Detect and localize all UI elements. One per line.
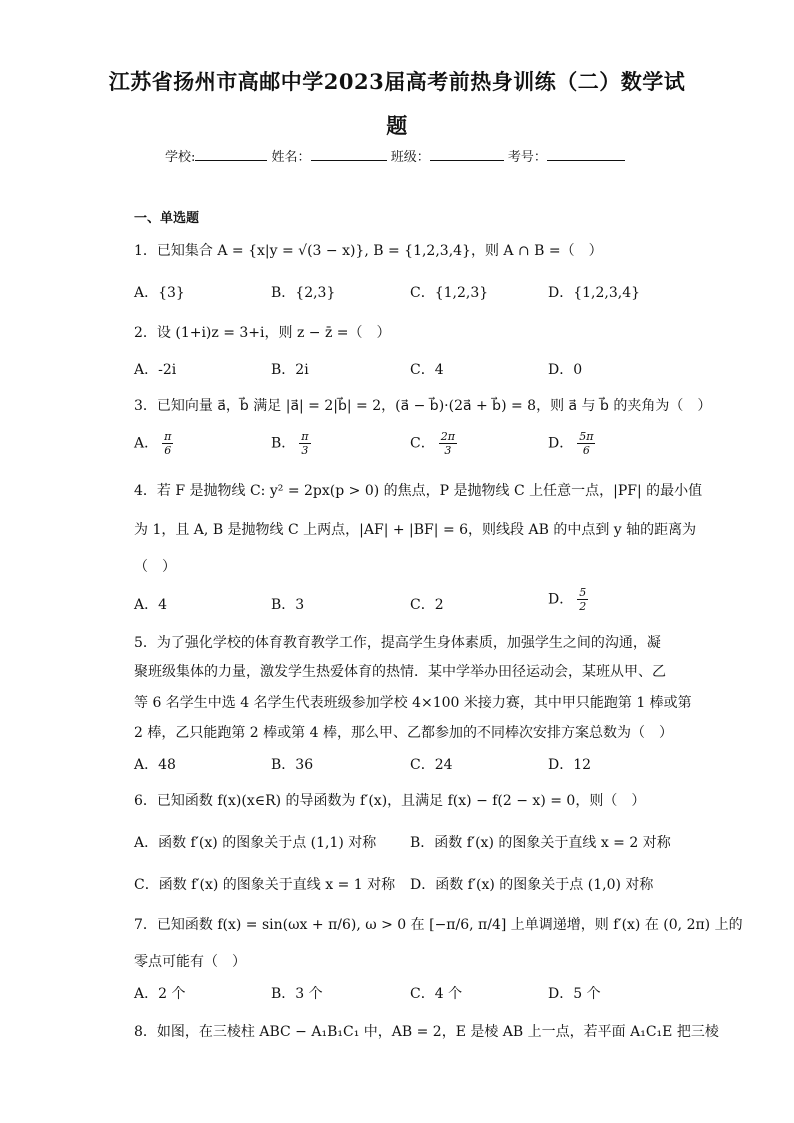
- q3-stem: 3．已知向量 a⃗，b⃗ 满足 |a⃗| = 2|b⃗| = 2，(a⃗ − b⃗)·(2a⃗ + b⃗) = 8，则 a⃗ 与 b⃗ 的夹角为（ ）: [134, 398, 712, 414]
- q1-option-a: A．{3}: [134, 285, 185, 301]
- school-label: 学校:: [165, 150, 196, 165]
- q7-line2: 零点可能有（ ）: [134, 954, 246, 970]
- class-blank[interactable]: [430, 148, 504, 161]
- q1-option-d: D．{1,2,3,4}: [548, 285, 641, 301]
- q5-option-a: A．48: [134, 757, 176, 773]
- q2-stem: 2．设 (1+i)z = 3+i，则 z − z̄ =（ ）: [134, 325, 391, 341]
- q2-option-c: C．4: [410, 362, 444, 378]
- school-blank[interactable]: [195, 148, 267, 161]
- class-label: 班级：: [390, 150, 430, 165]
- q2-option-d: D．0: [548, 362, 583, 378]
- q7-option-b: B．3 个: [271, 986, 323, 1002]
- q7-option-c: C．4 个: [410, 986, 463, 1002]
- exam-no-blank[interactable]: [547, 148, 625, 161]
- q4-option-d: D． $\frac{5}{2}$: [548, 586, 587, 613]
- q2-option-b: B．2i: [271, 362, 309, 378]
- q7-option-d: D．5 个: [548, 986, 601, 1002]
- q3-option-a: A． $\frac{\pi}{6}$: [134, 430, 172, 457]
- q5-option-d: D．12: [548, 757, 592, 773]
- q1-option-c: C．{1,2,3}: [410, 285, 489, 301]
- q4-option-b: B．3: [271, 597, 305, 613]
- q6-option-b: B．函数 f′(x) 的图象关于直线 x = 2 对称: [410, 835, 671, 851]
- section-heading: 一、单选题: [134, 211, 200, 226]
- q1-option-b: B．{2,3}: [271, 285, 336, 301]
- q3-option-b: B． $\frac{\pi}{3}$: [271, 430, 309, 457]
- q4-line3: （ ）: [134, 559, 176, 575]
- q7-option-a: A．2 个: [134, 986, 186, 1002]
- q1-stem: 1．已知集合 A = {x|y = √(3 − x)}, B = {1,2,3,4}，则 A ∩ B =（ ）: [134, 243, 603, 259]
- q5-line3: 等 6 名学生中选 4 名学生代表班级参加学校 4×100 米接力赛，其中甲只能跑第 1 棒或第: [134, 695, 692, 711]
- q7-line1: 7．已知函数 f(x) = sin(ωx + π/6), ω > 0 在 [−π/6, π/4] 上单调递增，则 f′(x) 在 (0, 2π) 上的: [134, 917, 743, 933]
- q4-line2: 为 1，且 A, B 是抛物线 C 上两点，|AF| + |BF| = 6，则线段 AB 的中点到 y 轴的距离为: [134, 522, 697, 538]
- q4-line1: 4．若 F 是抛物线 C: y² = 2px(p > 0) 的焦点，P 是抛物线 C 上任意一点，|PF| 的最小值: [134, 483, 703, 499]
- q4-option-c: C．2: [410, 597, 444, 613]
- q5-option-c: C．24: [410, 757, 453, 773]
- q6-option-c: C．函数 f′(x) 的图象关于直线 x = 1 对称: [134, 877, 396, 893]
- q2-option-a: A．-2i: [134, 362, 177, 378]
- q5-line2: 聚班级集体的力量，激发学生热爱体育的热情．某中学举办田径运动会，某班从甲、乙: [134, 664, 666, 680]
- q3-option-d: D． $\frac{5\pi}{6}$: [548, 430, 594, 457]
- student-info-row: [165, 146, 625, 165]
- q3-option-c: C． $\frac{2\pi}{3}$: [410, 430, 455, 457]
- q6-stem: 6．已知函数 f(x)(x∈R) 的导函数为 f′(x)，且满足 f(x) − f(2 − x) = 0，则（ ）: [134, 793, 646, 809]
- q5-line1: 5．为了强化学校的体育教育教学工作，提高学生身体素质，加强学生之间的沟通，凝: [134, 635, 661, 651]
- name-label: 姓名：: [271, 150, 311, 165]
- q4-option-a: A．4: [134, 597, 168, 613]
- name-blank[interactable]: [311, 148, 387, 161]
- q5-option-b: B．36: [271, 757, 314, 773]
- doc-title-line2: 题: [386, 113, 408, 138]
- q8-line1: 8．如图，在三棱柱 ABC − A₁B₁C₁ 中，AB = 2，E 是棱 AB 上一点，若平面 A₁C₁E 把三棱: [134, 1024, 719, 1040]
- doc-title-line1: 江苏省扬州市高邮中学2023届高考前热身训练（二）数学试: [108, 69, 686, 94]
- q6-option-d: D．函数 f′(x) 的图象关于点 (1,0) 对称: [410, 877, 654, 893]
- q6-option-a: A．函数 f′(x) 的图象关于点 (1,1) 对称: [134, 835, 377, 851]
- q5-line4: 2 棒，乙只能跑第 2 棒或第 4 棒，那么甲、乙都参加的不同棒次安排方案总数为（ ）: [134, 725, 673, 741]
- exam-no-label: 考号：: [507, 150, 547, 165]
